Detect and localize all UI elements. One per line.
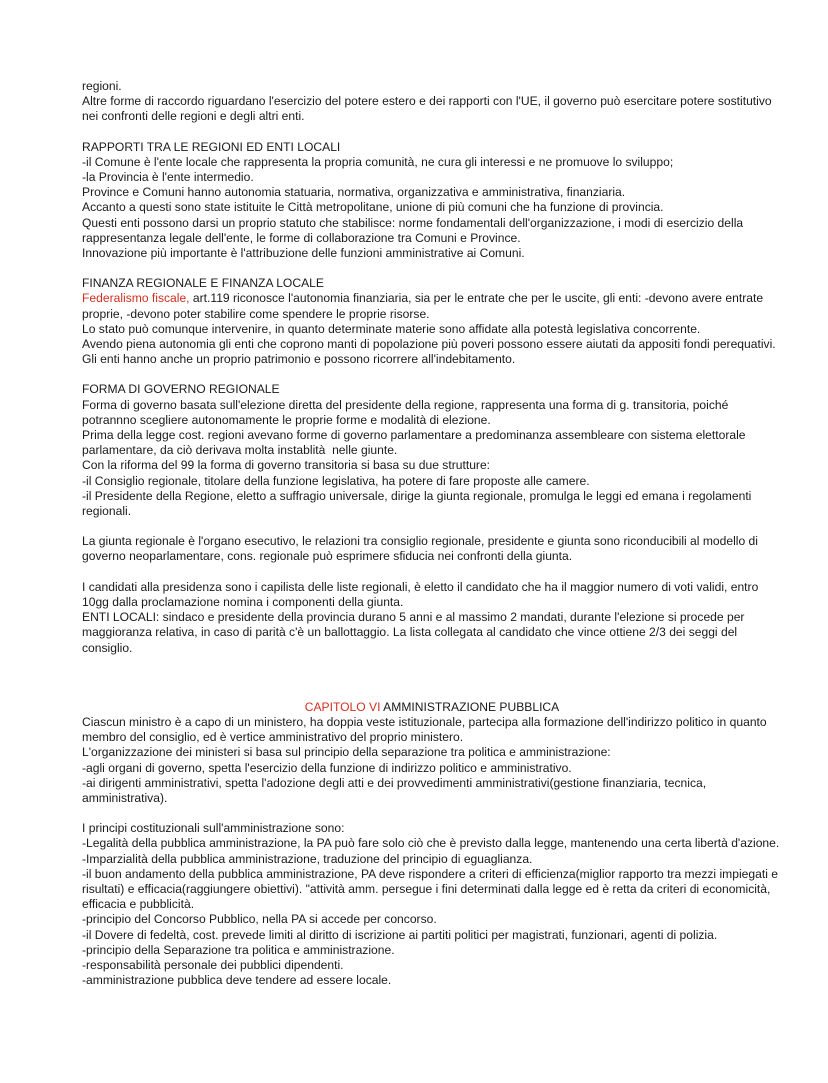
paragraph: -il Presidente della Regione, eletto a suffragio universale, dirige la giunta regionale, promulga le leggi ed emana i regolamenti regionali.	[82, 488, 755, 519]
paragraph: Province e Comuni hanno autonomia statuaria, normativa, organizzativa e amministrativa, finanziaria.	[82, 185, 626, 200]
paragraph: La giunta regionale è l'organo esecutivo, le relazioni tra consiglio regionale, presidente e giunta sono riconducibili al modello di governo neoparlamentare, cons. regionale può esprimere sfiducia nei confronti della giunta.	[82, 534, 762, 564]
paragraph: Questi enti possono darsi un proprio statuto che stabilisce: norme fondamentali dell'organizzazione, i modi di esercizio della rappresentanza legale dell'ente, le forme di collaborazione tra Comuni e Province.	[82, 215, 747, 245]
paragraph: Lo stato può comunque intervenire, in quanto determinate materie sono affidate alla potestà legislativa concorrente.	[82, 321, 701, 336]
paragraph: I principi costituzionali sull'amministrazione sono:	[82, 821, 345, 836]
paragraph: Accanto a questi sono state istituite le Città metropolitane, unione di più comuni che ha funzione di provincia.	[82, 200, 664, 215]
section-heading: FINANZA REGIONALE E FINANZA LOCALE	[82, 276, 324, 291]
chapter-label: CAPITOLO VI	[304, 699, 381, 714]
paragraph: -agli organi di governo, spetta l'esercizio della funzione di indirizzo politico e amministrativo.	[82, 760, 572, 775]
chapter-heading	[82, 700, 782, 715]
paragraph: Forma di governo basata sull'elezione diretta del presidente della regione, rappresenta una forma di g. transitoria, poiché potrannno scegliere autonomamente le proprie forme e modalità di elezione.	[82, 397, 732, 427]
highlight-term: Federalismo fiscale,	[82, 291, 190, 306]
chapter-title: AMMINISTRAZIONE PUBBLICA	[380, 699, 560, 714]
paragraph	[82, 291, 782, 321]
paragraph: Avendo piena autonomia gli enti che coprono manti di popolazione più poveri possono essere aiutati da appositi fondi perequativi.	[82, 337, 776, 352]
paragraph: Gli enti hanno anche un proprio patrimonio e possono ricorrere all'indebitamento.	[82, 352, 516, 367]
section-heading: RAPPORTI TRA LE REGIONI ED ENTI LOCALI	[82, 139, 341, 154]
paragraph: Innovazione più importante è l'attribuzione delle funzioni amministrative ai Comuni.	[82, 246, 525, 261]
paragraph: -la Provincia è l'ente intermedio.	[82, 170, 254, 185]
paragraph: -amministrazione pubblica deve tendere ad essere locale.	[82, 973, 392, 988]
paragraph: regioni.	[82, 79, 122, 93]
paragraph: L'organizzazione dei ministeri si basa sul principio della separazione tra politica e amministrazione:	[82, 745, 611, 760]
paragraph: Ciascun ministro è a capo di un ministero, ha doppia veste istituzionale, partecipa alla formazione dell'indirizzo politico in quanto membro del consiglio, ed è vertice amministrativo del proprio ministero.	[82, 714, 771, 745]
paragraph: -Imparzialità della pubblica amministrazione, traduzione del principio di eguaglianza.	[82, 851, 533, 866]
paragraph: I candidati alla presidenza sono i capilista delle liste regionali, è eletto il candidato che ha il maggior numero di voti validi, entro 10gg dalla proclamazione nomina i componenti della giunta.	[82, 579, 762, 609]
document-page	[82, 79, 782, 988]
paragraph: -Legalità della pubblica amministrazione, la PA può fare solo ciò che è previsto dalla legge, mantenendo una certa libertà d'azione.	[82, 836, 780, 851]
paragraph: -il buon andamento della pubblica amministrazione, PA deve rispondere a criteri di efficienza(miglior rapporto tra mezzi impiegati e risultati) e efficacia(raggiungere obiettivi). "attività amm. persegue i fini determinati dalla legge ed è retta da criteri di economicità, efficacia e pubblicità.	[82, 866, 782, 912]
paragraph: Con la riforma del 99 la forma di governo transitoria si basa su due strutture:	[82, 458, 491, 473]
paragraph: -il Comune è l'ente locale che rappresenta la propria comunità, ne cura gli interessi e ne promuove lo sviluppo;	[82, 154, 674, 169]
paragraph-text: art.119 riconosce l'autonomia finanziaria, sia per le entrate che per le uscite, gli enti: -devono avere entrate proprie, -devono poter stabilire come spendere le proprie risorse.	[82, 291, 767, 321]
paragraph: -responsabilità personale dei pubblici dipendenti.	[82, 957, 344, 972]
paragraph: -principio della Separazione tra politica e amministrazione.	[82, 942, 395, 957]
section-heading: FORMA DI GOVERNO REGIONALE	[82, 382, 280, 397]
paragraph: -principio del Concorso Pubblico, nella PA si accede per concorso.	[82, 912, 437, 927]
paragraph: -il Dovere di fedeltà, cost. prevede limiti al diritto di iscrizione ai partiti politici per magistrati, funzionari, agenti di polizia.	[82, 927, 718, 942]
paragraph: Altre forme di raccordo riguardano l'esercizio del potere estero e dei rapporti con l'UE, il governo può esercitare potere sostitutivo nei confronti delle regioni e degli altri enti.	[82, 94, 775, 124]
paragraph: Prima della legge cost. regioni avevano forme di governo parlamentare a predominanza assembleare con sistema elettorale parlamentare, da ciò derivava molta instablità nelle giunte.	[82, 428, 749, 458]
paragraph: -ai dirigenti amministrativi, spetta l'adozione degli atti e dei provvedimenti amministrativi(gestione finanziaria, tecnica, amministrativa).	[82, 775, 710, 805]
paragraph: -il Consiglio regionale, titolare della funzione legislativa, ha potere di fare proposte alle camere.	[82, 473, 590, 488]
paragraph: ENTI LOCALI: sindaco e presidente della provincia durano 5 anni e al massimo 2 mandati, durante l'elezione si procede per maggioranza relativa, in caso di parità c'è un ballottaggio. La lista collegata al candidato che vince ottiene 2/3 dei seggi del consiglio.	[82, 610, 748, 655]
